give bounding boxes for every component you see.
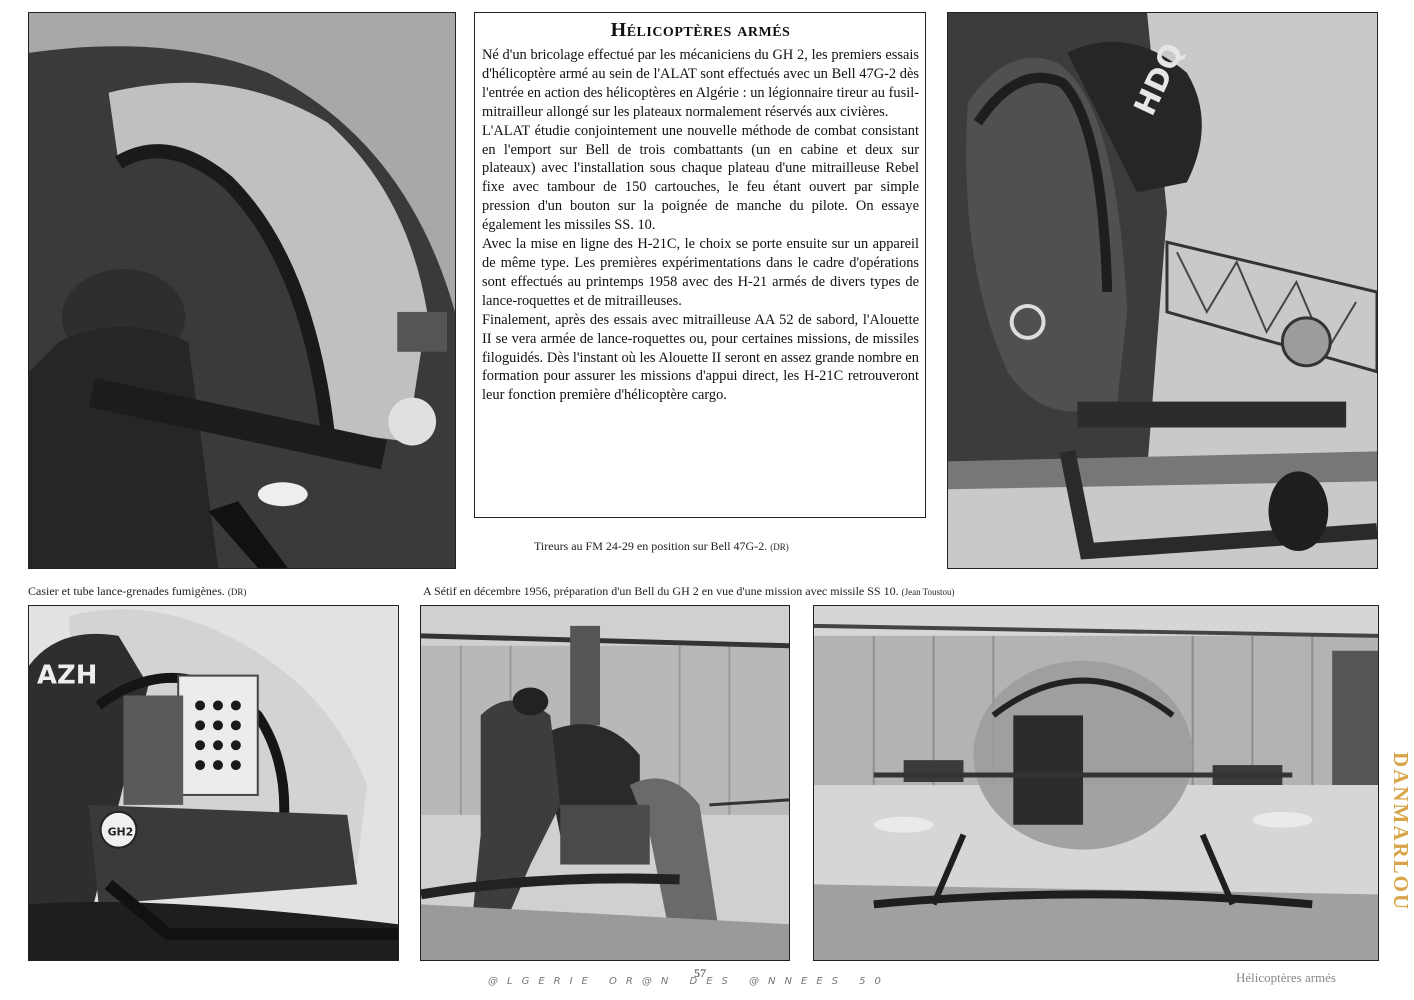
photo-setif-drawing [421,606,789,960]
article-paragraph: Né d'un bricolage effectué par les mécaniciens du GH 2, les premiers essais d'hélicoptère armé au sein de l'ALAT sont effectués avec un Bell 47G-2 dès l'entrée en action des hélicoptères en Algérie : un légionnaire tireur au fusil-mitrailleur allongé sur les plateaux normalement réservés aux civières. [482,47,919,120]
article-paragraph: L'ALAT étudie conjointement une nouvelle méthode de combat consistant en l'emport sur Bell de trois combattants (un en cabine et deux sur plateaux) avec l'installation sous chaque plateau d'une mitrailleuse Rebel fixe avec tambour de 150 cartouches, le feu étant ouvert par simple pression d'un bouton sur la poignée de manche du pilote. On essaye également les missiles SS. 10. [482,122,919,234]
fuselage-marking: AZH [36,660,98,691]
footer-series-title: @LGERIE OR@N DES @NNEES 50 [488,976,890,987]
article-text-box [474,12,926,518]
photo-smoke-grenade-drawing [29,606,398,960]
article-paragraph: Avec la mise en ligne des H-21C, le choix se porte ensuite sur un appareil de même type. Les premières expérimentations dans le cadre d'opérations sont effectués au printemps 1958 avec des H-21 armés de divers types de lance-roquettes et de mitrailleuses. [482,236,919,309]
caption-bottom-middle-credit: (Jean Toustou) [901,587,955,597]
caption-bottom-left [28,584,246,599]
caption-bottom-middle-text: A Sétif en décembre 1956, préparation d'un Bell du GH 2 en vue d'une mission avec missile SS 10. [423,584,899,598]
footer-running-title: Hélicoptères armés [1236,970,1336,985]
fuselage-marking: HDQ [1127,38,1192,122]
page-number: 57 [694,966,706,980]
caption-top-credit: (DR) [770,542,789,552]
article-title: Hélicoptères armés [610,19,791,41]
photo-smoke-grenade-launcher [28,605,399,961]
photo-setif-mechanics [420,605,790,961]
caption-top-text: Tireurs au FM 24-29 en position sur Bell 47G-2. [534,539,768,553]
photo-bell-cockpit-right [947,12,1378,569]
photo-bell-cockpit-drawing [948,13,1377,568]
photo-gunners-drawing [29,13,455,568]
caption-bottom-middle [423,584,955,599]
caption-bottom-left-text: Casier et tube lance-grenades fumigènes. [28,584,225,598]
caption-top [534,539,789,554]
side-watermark: DANMARLOU [1389,752,1413,912]
photo-gunners-bell-47g2 [28,12,456,569]
photo-bell-ss10-drawing [814,606,1378,960]
article-paragraph: Finalement, après des essais avec mitrailleuse AA 52 de sabord, l'Alouette II se vera armée de lance-roquettes ou, pour certaines missions, de missiles filoguidés. Dès l'instant où les Alouette II seront en assez grande nombre en formation pour assurer les missions d'appui direct, les H-21C retrouveront leur fonction première d'hélicoptère cargo. [482,311,919,404]
photo-bell-ss10-missiles [813,605,1379,961]
unit-badge: GH2 [107,825,134,839]
caption-bottom-left-credit: (DR) [227,587,247,597]
